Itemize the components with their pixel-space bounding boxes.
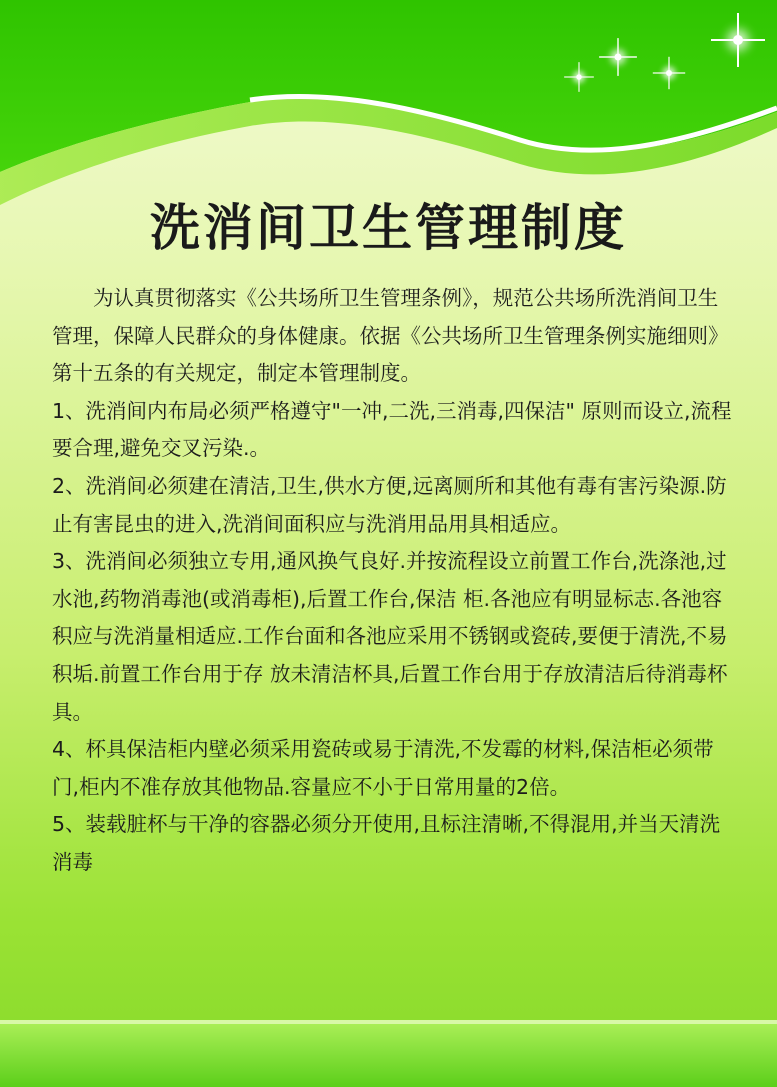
sparkle-star-icon	[666, 70, 672, 76]
document-body	[52, 280, 732, 882]
page-title: 洗消间卫生管理制度	[150, 199, 627, 257]
rule-item: 2、洗消间必须建在清洁,卫生,供水方便,远离厕所和其他有毒有害污染源.防止有害昆虫的进入,洗消间面积应与洗消用品用具相适应。	[52, 473, 727, 536]
intro-paragraph: 为认真贯彻落实《公共场所卫生管理条例》，规范公共场所洗消间卫生管理，保障人民群众的身体健康。依据《公共场所卫生管理条例实施细则》第十五条的有关规定，制定本管理制度。	[52, 286, 729, 386]
footer-band	[0, 1020, 777, 1087]
rule-item: 5、装载脏杯与干净的容器必须分开使用,且标注清晰,不得混用,并当天清洗消毒	[52, 812, 721, 874]
rule-item: 3、洗消间必须独立专用,通风换气良好.并按流程设立前置工作台,洗涤池,过水池,药物消毒池(或消毒柜),后置工作台,保洁 柜.各池应有明显标志.各池容积应与洗消量相适应.工作台面和各池应采用不锈钢或瓷砖,要便于清洗,不易积垢.前置工作台用于存 放未清洁杯具,后置工作台用于存放清洁后待消毒杯具。	[52, 549, 728, 724]
sparkle-star-icon	[733, 35, 743, 45]
sparkle-star-icon	[615, 54, 622, 61]
rule-item: 4、杯具保洁柜内壁必须采用瓷砖或易于清洗,不发霉的材料,保洁柜必须带门,柜内不准存放其他物品.容量应不小于日常用量的2倍。	[52, 737, 714, 799]
rule-item: 1、洗消间内布局必须严格遵守"一冲,二洗,三消毒,四保洁" 原则而设立,流程要合理,避免交叉污染.。	[52, 398, 732, 461]
sparkle-star-icon	[576, 74, 582, 80]
footer-divider	[0, 1020, 777, 1024]
